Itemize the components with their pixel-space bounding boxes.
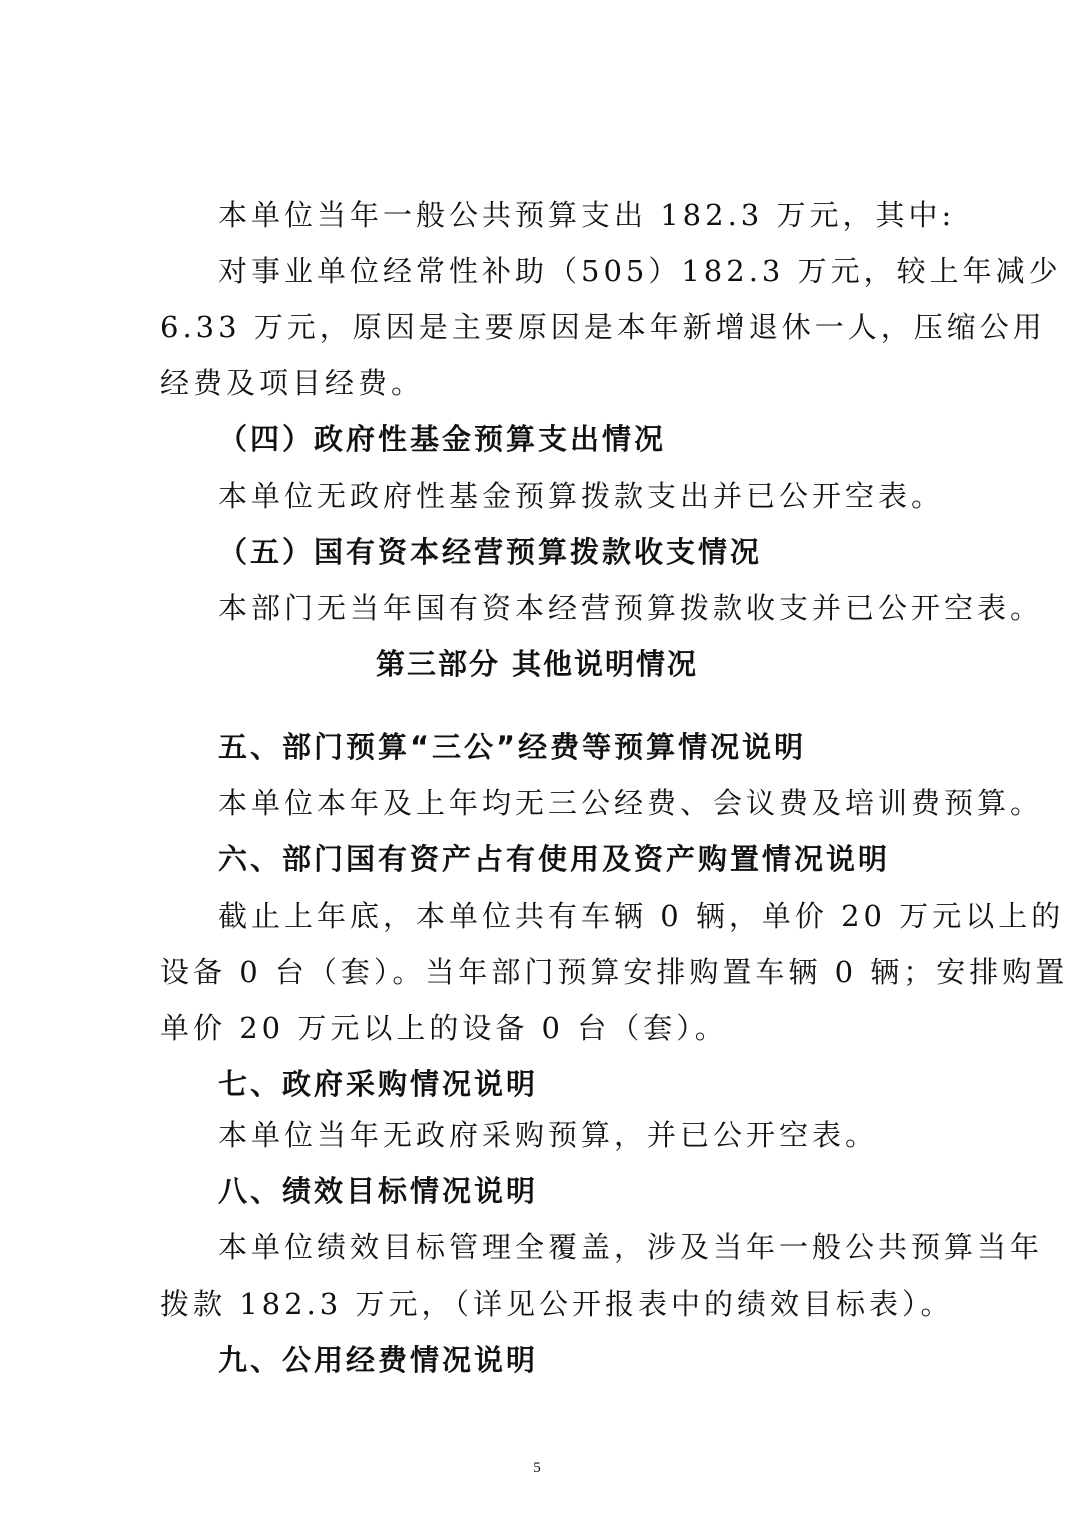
heading-performance: 八、绩效目标情况说明 [218, 1174, 539, 1208]
paragraph-assets: 截止上年底，本单位共有车辆 0 辆，单价 20 万元以上的 [218, 899, 1065, 933]
heading-state-capital: （五）国有资本经营预算拨款收支情况 [218, 535, 763, 569]
paragraph-state-capital: 本部门无当年国有资本经营预算拨款收支并已公开空表。 [218, 591, 1044, 625]
paragraph-subsidy-end: 经费及项目经费。 [160, 366, 425, 400]
paragraph-subsidy: 对事业单位经常性补助（505）182.3 万元，较上年减少 [218, 254, 1062, 288]
paragraph-subsidy-cont: 6.33 万元，原因是主要原因是本年新增退休一人，压缩公用 [160, 310, 1046, 344]
heading-gov-fund: （四）政府性基金预算支出情况 [218, 422, 667, 456]
paragraph-assets-cont: 设备 0 台（套）。当年部门预算安排购置车辆 0 辆；安排购置 [160, 955, 1069, 989]
heading-assets: 六、部门国有资产占有使用及资产购置情况说明 [218, 842, 891, 876]
heading-public-funds: 九、公用经费情况说明 [218, 1343, 539, 1377]
paragraph-procurement: 本单位当年无政府采购预算，并已公开空表。 [218, 1118, 879, 1152]
page-number: 5 [533, 1460, 541, 1476]
section-title: 第三部分 其他说明情况 [375, 647, 699, 681]
paragraph-performance: 本单位绩效目标管理全覆盖，涉及当年一般公共预算当年 [218, 1230, 1044, 1264]
paragraph-gov-fund: 本单位无政府性基金预算拨款支出并已公开空表。 [218, 479, 945, 513]
heading-procurement: 七、政府采购情况说明 [218, 1067, 539, 1101]
paragraph-performance-end: 拨款 182.3 万元，（详见公开报表中的绩效目标表）。 [160, 1287, 954, 1321]
paragraph-assets-end: 单价 20 万元以上的设备 0 台（套）。 [160, 1011, 728, 1045]
heading-three-public: 五、部门预算“三公”经费等预算情况说明 [218, 730, 807, 764]
paragraph-three-public: 本单位本年及上年均无三公经费、会议费及培训费预算。 [218, 786, 1044, 820]
paragraph-expenditure-total: 本单位当年一般公共预算支出 182.3 万元，其中: [218, 198, 956, 232]
